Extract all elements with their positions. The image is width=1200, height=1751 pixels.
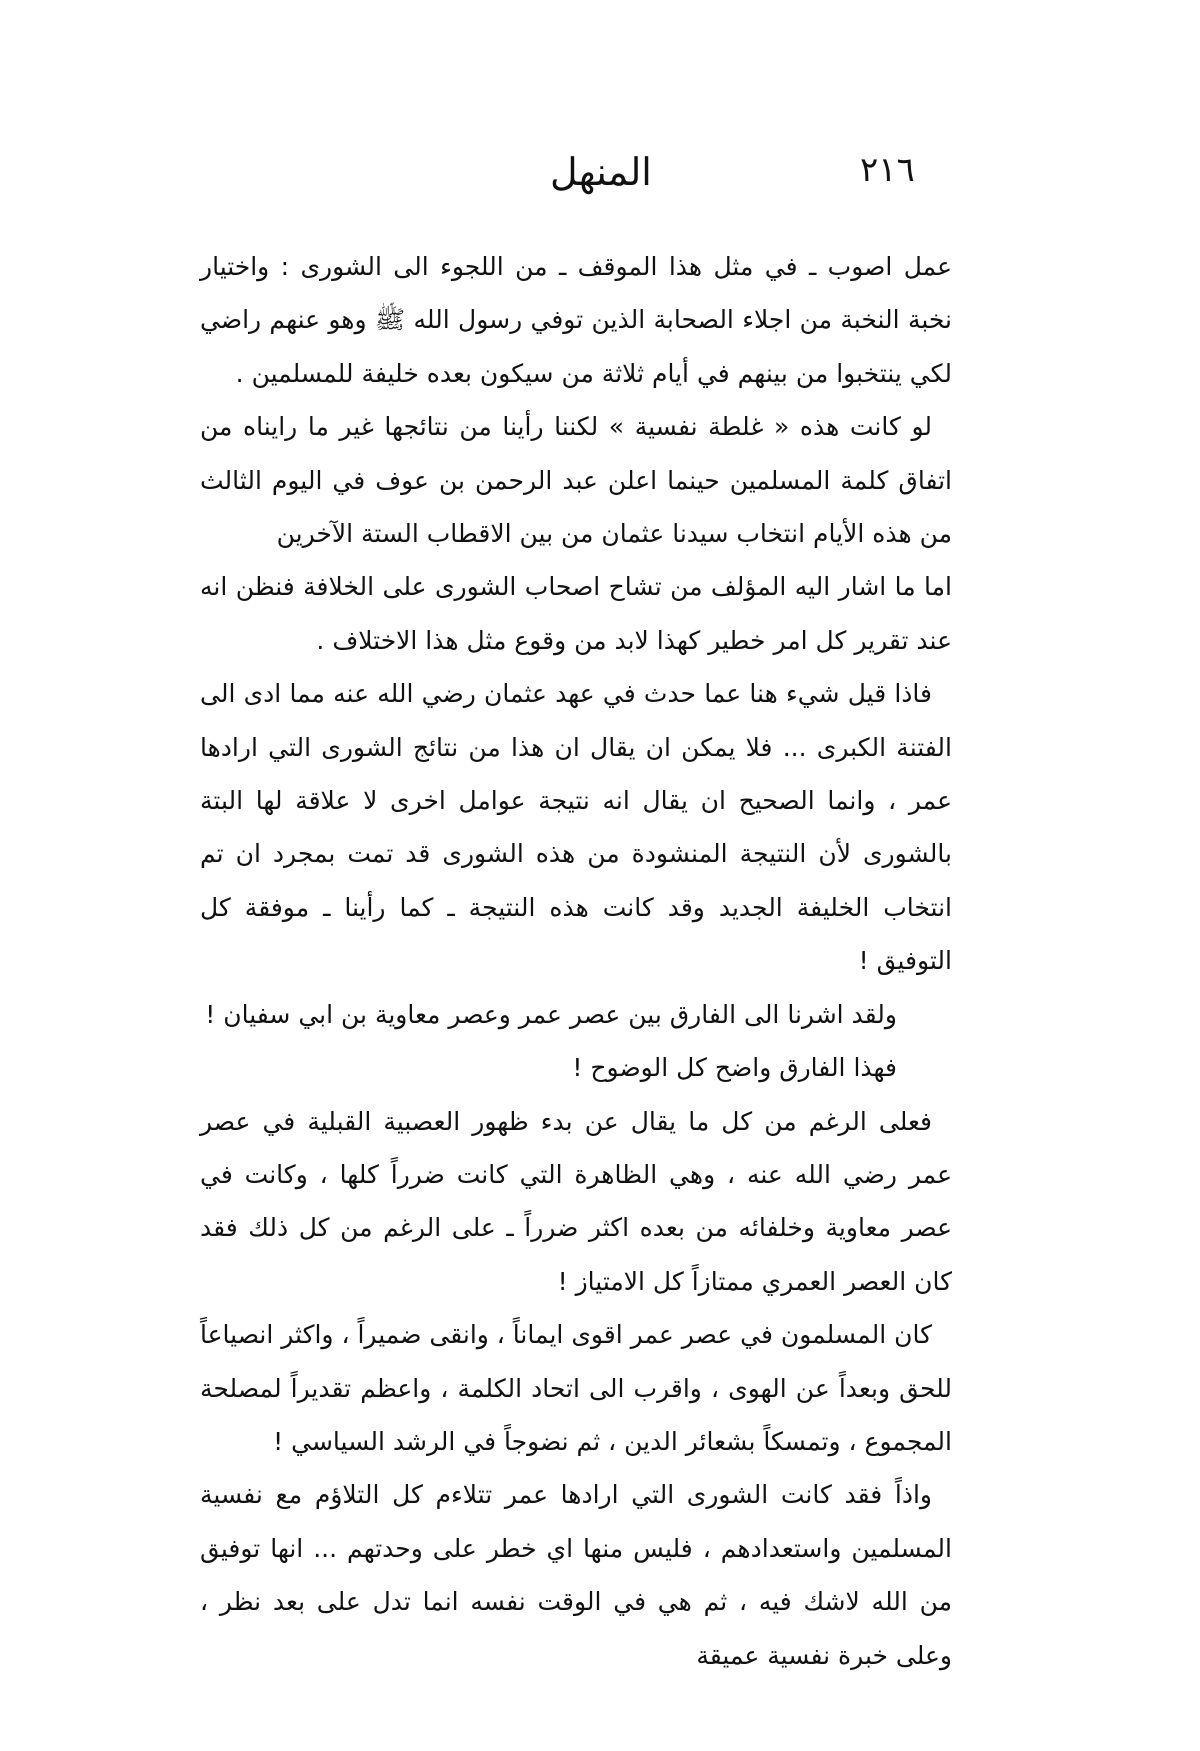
paragraph-3: اما ما اشار اليه المؤلف من تشاح اصحاب الشورى على الخلافة فنظن انه عند تقرير كل امر خطير كهذا لابد من وقوع مثل هذا الاختلاف .	[200, 572, 952, 655]
body-text	[200, 240, 952, 1682]
paragraph-8: كان المسلمون في عصر عمر اقوى ايماناً ، وانقى ضميراً ، واكثر انصياعاً للحق وبعداً عن الهوى ، واقرب الى اتحاد الكلمة ، واعظم تقديراً لمصلحة المجموع ، وتمسكاً بشعائر الدين ، ثم نضوجاً في الرشد السياسي !	[200, 1320, 952, 1456]
paragraph-6: فهذا الفارق واضح كل الوضوح !	[572, 1053, 897, 1083]
paragraph-5: ولقد اشرنا الى الفارق بين عصر عمر وعصر معاوية بن ابي سفيان !	[205, 999, 897, 1029]
paragraph-4: فاذا قيل شيء هنا عما حدث في عهد عثمان رضي الله عنه مما ادى الى الفتنة الكبرى ... فلا يمكن ان يقال ان هذا من نتائج الشورى التي ارادها عمر ، وانما الصحيح ان يقال انه نتيجة عوامل اخرى لا علاقة لها البتة بالشورى لأن النتيجة المنشودة من هذه الشورى قد تمت بمجرد ان تم انتخاب الخليفة الجديد وقد كانت هذه النتيجة ـ كما رأينا ـ موفقة كل التوفيق !	[200, 679, 952, 976]
paragraph-9: واذاً فقد كانت الشورى التي ارادها عمر تتلاءم كل التلاؤم مع نفسية المسلمين واستعدادهم ، فليس منها اي خطر على وحدتهم ... انها توفيق من الله لاشك فيه ، ثم هي في الوقت نفسه انما تدل على بعد نظر ، وعلى خبرة نفسية عميقة	[200, 1480, 952, 1670]
running-title: المنهل	[550, 150, 652, 194]
paragraph-2: لو كانت هذه « غلطة نفسية » لكننا رأينا من نتائجها غير ما رايناه من اتفاق كلمة المسلمين حينما اعلن عبد الرحمن بن عوف في اليوم الثالث من هذه الأيام انتخاب سيدنا عثمان من بين الاقطاب الستة الآخرين	[200, 412, 952, 549]
page-number: ٢١٦	[860, 150, 915, 190]
page-header	[205, 150, 995, 210]
paragraph-1: عمل اصوب ـ في مثل هذا الموقف ـ من اللجوء الى الشورى : واختيار نخبة النخبة من اجلاء الصحابة الذين توفي رسول الله ﷺ وهو عنهم راضي لكي ينتخبوا من بينهم في أيام ثلاثة من سيكون بعده خليفة للمسلمين .	[200, 252, 952, 388]
paragraph-7: فعلى الرغم من كل ما يقال عن بدء ظهور العصبية القبلية في عصر عمر رضي الله عنه ، وهي الظاهرة التي كانت ضرراً كلها ، وكانت في عصر معاوية وخلفائه من بعده اكثر ضرراً ـ على الرغم من كل ذلك فقد كان العصر العمري ممتازاً كل الامتياز !	[200, 1106, 952, 1296]
